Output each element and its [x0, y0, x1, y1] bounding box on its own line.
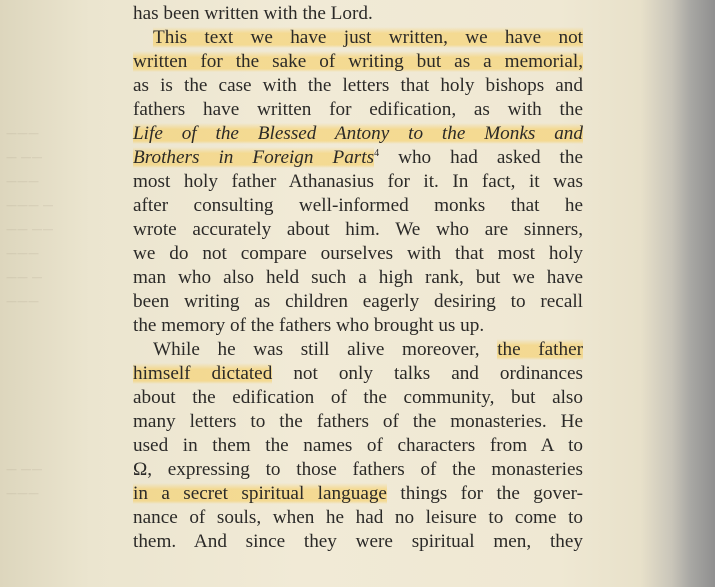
- text-line: many letters to the fathers of the monasteries. He: [133, 411, 583, 432]
- text-line: about the edification of the community, but also: [133, 387, 583, 408]
- highlight: written for the sake of writing but as a memorial,: [133, 51, 583, 72]
- text-line: [133, 26, 583, 50]
- highlight: Life of the Blessed Antony to the Monks and: [133, 123, 583, 144]
- text-line: them. And since they were spiritual men, they: [133, 531, 583, 552]
- text-line: after consulting well-informed monks that he: [133, 195, 583, 216]
- text-line: nance of souls, when he had no leisure to come to: [133, 507, 583, 528]
- footnote-marker: 4: [374, 148, 380, 159]
- highlight: Brothers in Foreign Parts: [133, 147, 375, 168]
- text-line: has been written with the Lord.: [133, 3, 373, 24]
- text-line: most holy father Athanasius for it. In fact, it was: [133, 171, 583, 192]
- text-line: [133, 122, 583, 146]
- text-line: we do not compare ourselves with that most holy: [133, 243, 583, 264]
- text-line: Brothers in Foreign Parts$^4$ who had asked the: [133, 147, 583, 168]
- text-line: in a secret spiritual language things for the gover-: [133, 483, 583, 504]
- text-line: man who also held such a high rank, but we have: [133, 267, 583, 288]
- text-line: [133, 50, 583, 74]
- text-line: the memory of the fathers who brought us up.: [133, 315, 485, 336]
- text-line: While he was still alive moreover, the father: [153, 339, 583, 360]
- highlight: This text we have just written, we have not: [153, 27, 583, 48]
- highlight: himself dictated: [133, 363, 273, 384]
- text-line: as is the case with the letters that holy bishops and: [133, 75, 583, 96]
- highlight: the father: [497, 339, 583, 360]
- text-line: been writing as children eagerly desiring to recall: [133, 291, 583, 312]
- bleed-through-text: ——— — —— ——— ——— — —— —— ——— —— — ——— — —— ———: [6, 127, 54, 500]
- text-line: Ω, expressing to those fathers of the monasteries: [133, 459, 583, 480]
- text-line: fathers have written for edification, as with the: [133, 99, 583, 120]
- text-line: used in them the names of characters from A to: [133, 435, 583, 456]
- text-line: wrote accurately about him. We who are sinners,: [133, 219, 583, 240]
- highlight: in a secret spiritual language: [133, 483, 387, 504]
- text-line: himself dictated not only talks and ordinances: [133, 363, 584, 384]
